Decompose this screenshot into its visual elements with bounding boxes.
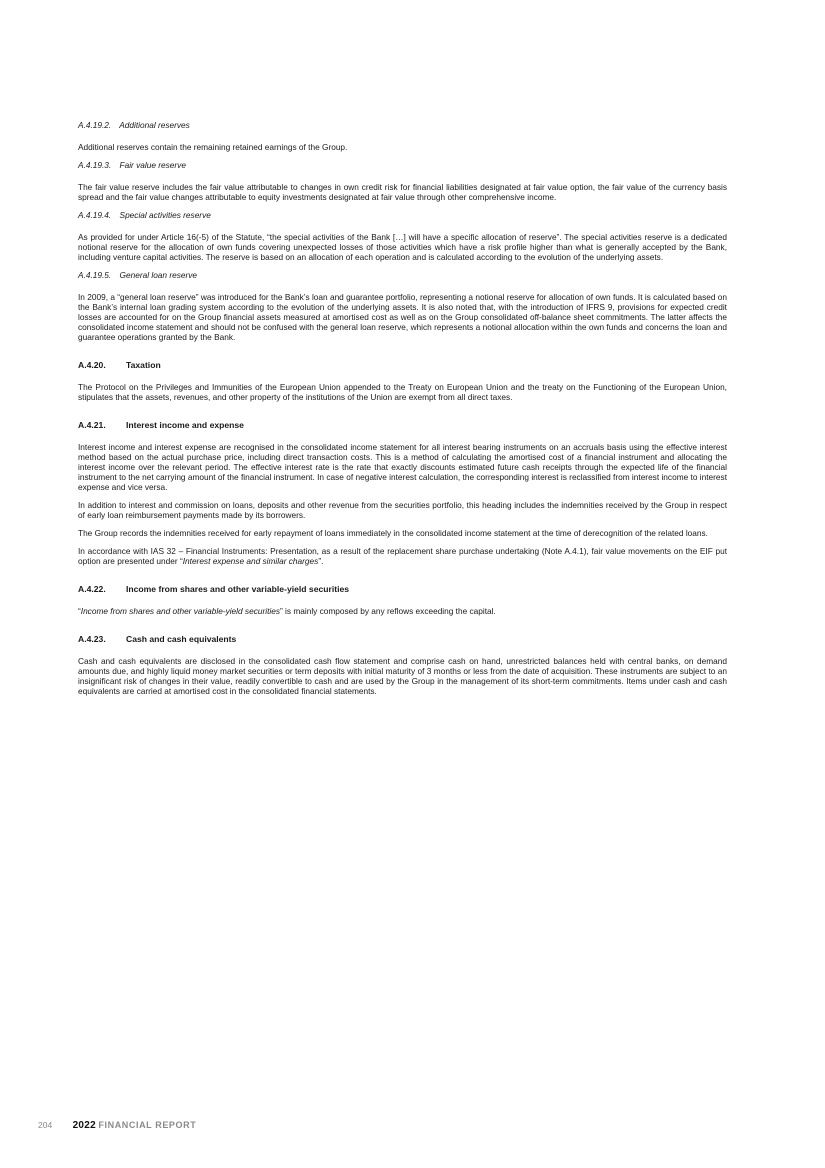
paragraph: Cash and cash equivalents are disclosed in the consolidated cash flow statement and comprise cash on hand, unrestricted balances held with central banks, on demand amounts due, and highly liquid money market securities or term deposits with initial maturity of 3 months or less from the date of acquisition. These instruments are subject to an insignificant risk of changes in their value, readily convertible to cash and are used by the Group in the management of its short-term commitments. Items under cash and cash equivalents are carried at amortised cost in the consolidated financial statements. bbox=[78, 656, 727, 696]
paragraph: The Protocol on the Privileges and Immunities of the European Union appended to the Treaty on European Union and the treaty on the Functioning of the European Union, stipulates that the assets, revenues, and other property of the institutions of the Union are exempt from all direct taxes. bbox=[78, 382, 727, 402]
paragraph: The Group records the indemnities received for early repayment of loans immediately in the consolidated income statement at the time of derecognition of the related loans. bbox=[78, 528, 708, 538]
paragraph: Interest income and interest expense are recognised in the consolidated income statement for all interest bearing instruments on an accruals basis using the effective interest method based on the actual purchase price, including direct transaction costs. This is a method of calculating the amortised cost of a financial instrument and allocating the interest income over the relevant period. The effective interest rate is the rate that exactly discounts estimated future cash receipts through the expected life of the financial instrument to the net carrying amount of the financial instrument. In case of negative interest calculation, the corresponding interest is reclassified from interest income to interest expense and vice versa. bbox=[78, 442, 727, 492]
paragraph: Additional reserves contain the remaining retained earnings of the Group. bbox=[78, 142, 348, 152]
paragraph: As provided for under Article 16(-5) of the Statute, “the special activities of the Bank […] will have a specific allocation of reserve”. The special activities reserve is a dedicated notional reserve for the allocation of own funds covering unexpected losses of those activities which have a risk profile higher than what is generally accepted by the Bank, including venture capital activities. The reserve is based on an allocation of each operation and is calculated according to the evolution of the underlying assets. bbox=[78, 232, 727, 262]
subsection-heading: A.4.19.2. Additional reserves bbox=[78, 120, 190, 130]
paragraph: In 2009, a “general loan reserve” was introduced for the Bank’s loan and guarantee portfolio, representing a notional reserve for allocation of own funds. It is calculated based on the Bank’s internal loan grading system according to the evolution of the underlying assets. It is also noted that, with the introduction of IFRS 9, provisions for expected credit losses are accounted for on the Group financial assets measured at amortised cost as well as on the Group consolidated off-balance sheet commitments. The latter affects the consolidated income statement and should not be confused with the general loan reserve, which represents a notional allocation within the own funds and concerns the loan and guarantee operations granted by the Bank. bbox=[78, 292, 727, 342]
page-footer bbox=[38, 1120, 196, 1131]
section-heading: A.4.23. Cash and cash equivalents bbox=[78, 634, 237, 644]
section-heading: A.4.22. Income from shares and other variable-yield securities bbox=[78, 584, 350, 594]
report-title: FINANCIAL REPORT bbox=[98, 1120, 197, 1130]
subsection-heading: A.4.19.4. Special activities reserve bbox=[78, 210, 211, 220]
section-heading: A.4.20. Taxation bbox=[78, 360, 161, 370]
page-number: 204 bbox=[38, 1120, 53, 1130]
paragraph: “Income from shares and other variable-yield securities” is mainly composed by any reflows exceeding the capital. bbox=[78, 606, 496, 616]
report-year: 2022 bbox=[72, 1120, 97, 1131]
paragraph: In addition to interest and commission on loans, deposits and other revenue from the securities portfolio, this heading includes the indemnities received by the Group in respect of early loan reimbursement payments made by its borrowers. bbox=[78, 500, 727, 520]
subsection-heading: A.4.19.3. Fair value reserve bbox=[78, 160, 186, 170]
subsection-heading: A.4.19.5. General loan reserve bbox=[78, 270, 198, 280]
paragraph: In accordance with IAS 32 – Financial Instruments: Presentation, as a result of the replacement share purchase undertaking (Note A.4.1), fair value movements on the EIF put option are presented under “Interest expense and similar charges”. bbox=[78, 546, 727, 566]
document-body bbox=[78, 120, 727, 704]
section-heading: A.4.21. Interest income and expense bbox=[78, 420, 244, 430]
paragraph: The fair value reserve includes the fair value attributable to changes in own credit risk for financial liabilities designated at fair value option, the fair value of the currency basis spread and the fair value changes attributable to equity investments designated at fair value through other comprehensive income. bbox=[78, 182, 727, 202]
